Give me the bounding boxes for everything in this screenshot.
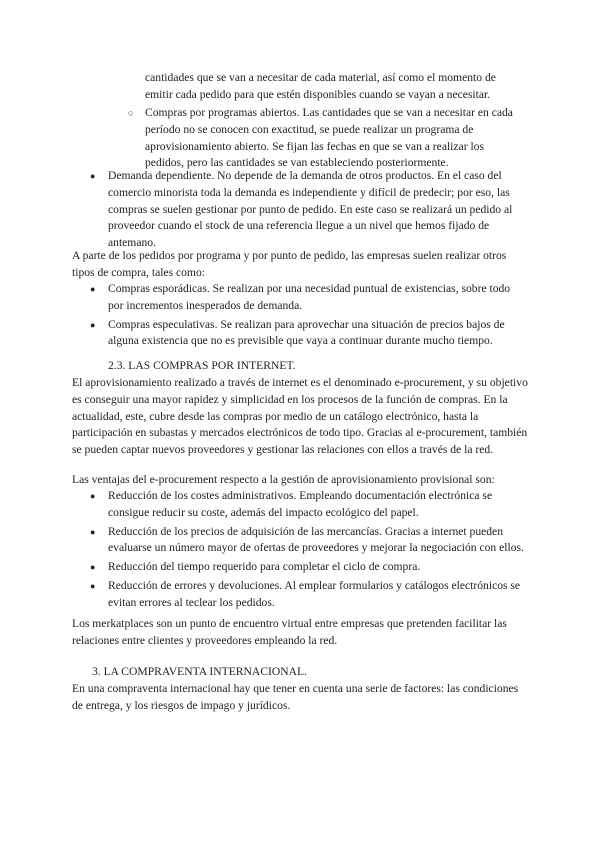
- sub-list: [128, 105, 525, 172]
- paragraph-internet: El aprovisionamiento realizado a través de internet es el denominado e-procurement, y su objetivo es conseguir una mayor rapidez y simplicidad en los procesos de la función de compras. En la actualidad, este, cubre desde las compras por medio de un catálogo electrónico, hasta la participación en subastas y mercados electrónicos de todo tipo. Gracias al e-procurement, también se pueden captar nuevos proveedores y gestionar las relaciones con ellos a través de la red.: [72, 376, 528, 457]
- sub-list-item: ○ Compras por programas abiertos. Las cantidades que se van a necesitar en cada período no se conocen con exactitud, se puede realizar un programa de aprovisionamiento abierto. Se fijan las fechas en que se van a realizar los pedidos, pero las cantidades se van estableciendo posteriormente.: [128, 106, 513, 170]
- list-item: ● Reducción de los precios de adquisición de las mercancías. Gracias a internet pueden evaluarse un número mayor de ofertas de proveedores y mejorar la negociación con ellos.: [90, 524, 524, 555]
- section-heading-international: 3. LA COMPRAVENTA INTERNACIONAL.: [92, 665, 307, 678]
- bullet-icon: ●: [90, 580, 96, 591]
- bullet-icon: ●: [90, 319, 96, 330]
- top-continuation-text: cantidades que se van a necesitar de cada material, así como el momento de emitir cada pedido para que estén disponibles cuando se vayan a necesitar.: [145, 71, 496, 101]
- demand-list: [90, 168, 528, 254]
- bullet-icon: ●: [90, 491, 96, 501]
- list-item: ● Reducción del tiempo requerido para completar el ciclo de compra.: [108, 559, 528, 576]
- bullet-icon: ●: [90, 562, 96, 573]
- hollow-bullet-icon: ○: [128, 108, 134, 118]
- paragraph-international: En una compraventa internacional hay que tener en cuenta una serie de factores: las condiciones de entrega, y los riesgos de impago y jurídicos.: [72, 682, 519, 712]
- paragraph-advantages: Las ventajas del e-procurement respecto a la gestión de aprovisionamiento provisional son:: [72, 473, 495, 486]
- paragraph-marketplaces: Los merkatplaces son un punto de encuentro virtual entre empresas que pretenden facilitar las relaciones entre clientes y proveedores empleando la red.: [72, 617, 507, 647]
- paragraph-other-purchases: A parte de los pedidos por programa y por punto de pedido, las empresas suelen realizar otros tipos de compra, tales como:: [72, 249, 507, 279]
- bullet-icon: ●: [90, 526, 96, 537]
- list-item: ● Demanda dependiente. No depende de la demanda de otros productos. En el caso del comercio minorista toda la demanda es independiente y difícil de predecir; por eso, las compras se suelen gestionar por punto de pedido. En este caso se realizará un pedido al proveedor cuando el stock de una referencia llegue a un nivel que hemos fijado de antemano.: [90, 169, 513, 250]
- other-purchases-list: [90, 281, 528, 352]
- list-item: ● Compras especulativas. Se realizan para aprovechar una situación de precios bajos de alguna existencia que no es previsible que vaya a continuar durante mucho tiempo.: [90, 317, 505, 348]
- bullet-icon: ●: [90, 284, 96, 294]
- section-heading-internet: 2.3. LAS COMPRAS POR INTERNET.: [108, 359, 296, 372]
- advantages-list: [90, 488, 528, 614]
- bullet-icon: ●: [90, 171, 96, 181]
- list-item: ● Reducción de los costes administrativos. Empleando documentación electrónica se consigue reducir su coste, además del impacto ecológico del papel.: [90, 489, 493, 519]
- list-item: ● Compras esporádicas. Se realizan por una necesidad puntual de existencias, sobre todo por incrementos inesperados de demanda.: [90, 282, 511, 312]
- list-item: ● Reducción de errores y devoluciones. Al emplear formularios y catálogos electrónicos se evitan errores al teclear los pedidos.: [90, 578, 521, 609]
